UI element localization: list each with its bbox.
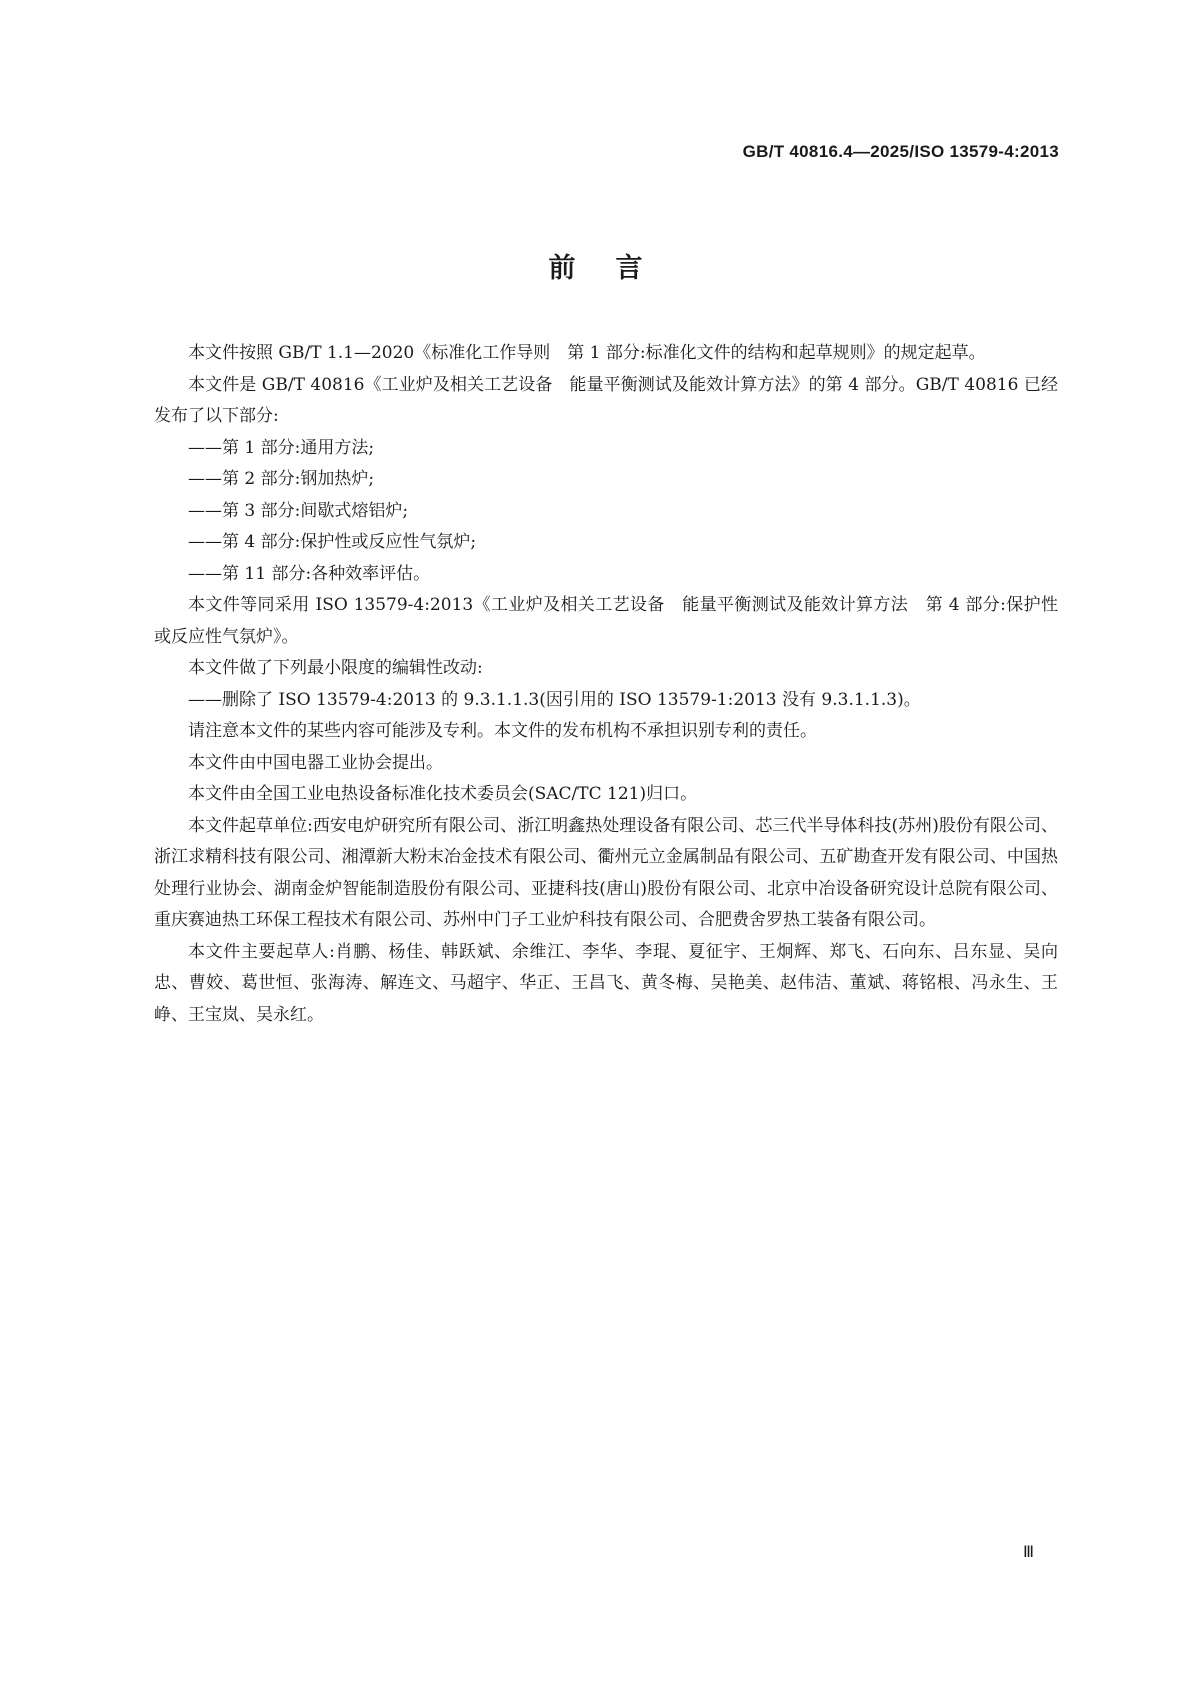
page-number: Ⅲ bbox=[1022, 1544, 1034, 1561]
paragraph-identical-adoption: 本文件等同采用 ISO 13579-4:2013《工业炉及相关工艺设备 能量平衡测试及能效计算方法 第 4 部分:保护性或反应性气氛炉》。 bbox=[154, 595, 1058, 647]
list-item-part: ——第 1 部分:通用方法; bbox=[188, 437, 375, 458]
standard-number: GB/T 40816.4—2025/ISO 13579-4:2013 bbox=[742, 142, 1059, 161]
list-item-part: ——第 3 部分:间歇式熔铝炉; bbox=[188, 500, 409, 521]
paragraph-editorial-changes: 本文件做了下列最小限度的编辑性改动: bbox=[188, 658, 483, 678]
page-title: 前言 bbox=[548, 253, 683, 284]
paragraph-drafting-units: 本文件起草单位:西安电炉研究所有限公司、浙江明鑫热处理设备有限公司、芯三代半导体科技(苏州)股份有限公司、浙江求精科技有限公司、湘潭新大粉末冶金技术有限公司、衢州元立金属制品有限公司、五矿勘查开发有限公司、中国热处理行业协会、湖南金炉智能制造股份有限公司、亚捷科技(唐山)股份有限公司、北京中冶设备研究设计总院有限公司、重庆赛迪热工环保工程技术有限公司、苏州中门子工业炉科技有限公司、合肥费舍罗热工装备有限公司。 bbox=[154, 815, 1058, 930]
paragraph-series-intro: 本文件是 GB/T 40816《工业炉及相关工艺设备 能量平衡测试及能效计算方法》的第 4 部分。GB/T 40816 已经发布了以下部分: bbox=[154, 374, 1058, 426]
paragraph-drafting-rules: 本文件按照 GB/T 1.1—2020《标准化工作导则 第 1 部分:标准化文件的结构和起草规则》的规定起草。 bbox=[188, 343, 986, 363]
list-item-part: ——第 2 部分:钢加热炉; bbox=[188, 469, 375, 489]
list-item-part: ——第 4 部分:保护性或反应性气氛炉; bbox=[188, 532, 477, 552]
foreword-body bbox=[154, 338, 1058, 1031]
list-item-editorial-change: ——删除了 ISO 13579-4:2013 的 9.3.1.1.3(因引用的 ISO 13579-1:2013 没有 9.3.1.1.3)。 bbox=[188, 689, 921, 710]
paragraph-proposer: 本文件由中国电器工业协会提出。 bbox=[188, 752, 443, 773]
paragraph-committee: 本文件由全国工业电热设备标准化技术委员会(SAC/TC 121)归口。 bbox=[188, 784, 698, 804]
paragraph-patent-notice: 请注意本文件的某些内容可能涉及专利。本文件的发布机构不承担识别专利的责任。 bbox=[188, 721, 817, 741]
list-item-part: ——第 11 部分:各种效率评估。 bbox=[188, 563, 431, 584]
paragraph-drafters: 本文件主要起草人:肖鹏、杨佳、韩跃斌、余维江、李华、李琨、夏征宇、王炯辉、郑飞、石向东、吕东显、吴向忠、曹姣、葛世恒、张海涛、解连文、马超宇、华正、王昌飞、黄冬梅、吴艳美、赵伟洁、董斌、蒋铭根、冯永生、王峥、王宝岚、吴永红。 bbox=[154, 941, 1058, 1025]
